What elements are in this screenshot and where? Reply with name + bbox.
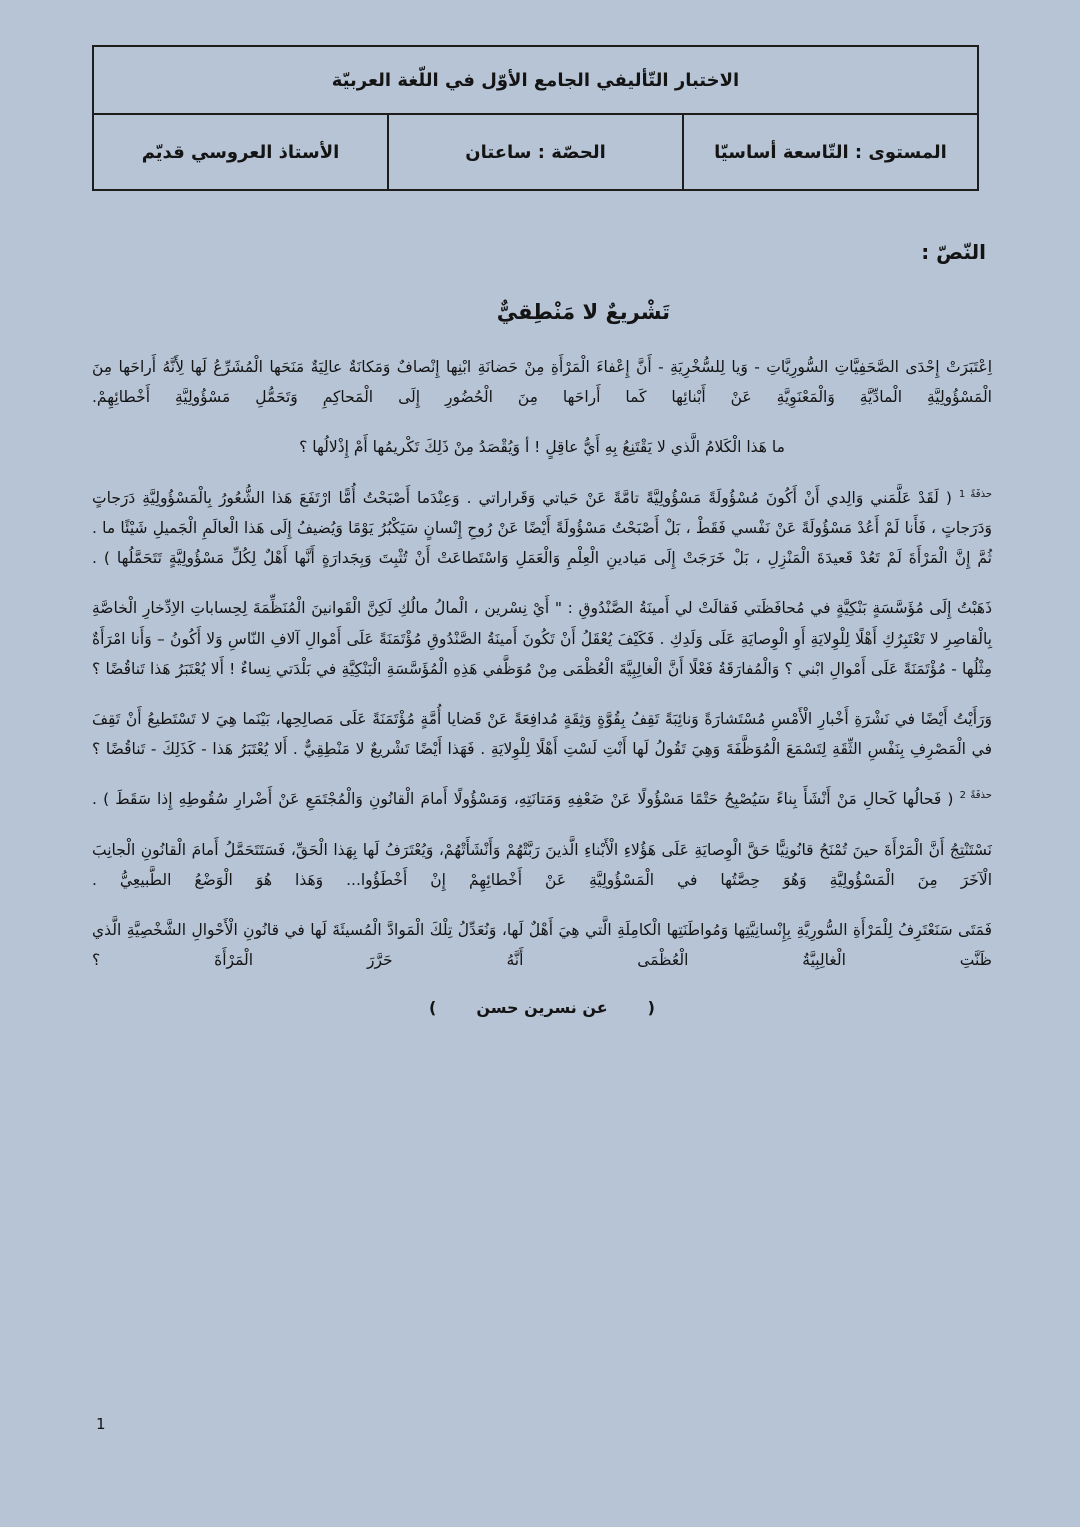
exam-duration: الحصّة : ساعتان: [388, 114, 683, 190]
paragraph-3: [92, 483, 992, 574]
paragraph-8: فَمَتَى سَنَعْتَرِفُ لِلْمَرْأَةِ السُّورِيَّةِ بِإِنْسانِيَّتِها وَمُواطَنَتِها الْكامِلَةِ الَّتي هِيَ أَهْلٌ لَها، وَنُعَدِّلُ تِلْكَ الْمَوادَّ الْمُسيئَةَ لَها في قانُونِ الْأَحْوالِ الشَّخْصِيَّةِ الَّذي ظَنَّتِ الْغالِبِيَّةُ الْعُظْمَى أَنَّهُ حَرَّرَ الْمَرْأَةَ ؟: [92, 921, 992, 970]
paragraph-3-text: ( لَقَدْ عَلَّمَني وَالِدي أَنْ أَكُونَ مُسْؤُولَةً مَسْؤُولِيَّةً تامَّةً عَنْ حَياتي وَقَراراتي . وَعِنْدَما أَصْبَحْتُ أُمًّا ارْتَفَعَ هَذا الشُّعُورُ بِالْمَسْؤُولِيَّةِ دَرَجاتٍ وَدَرَجاتٍ ، فَأَنا لَمْ أَعُدْ مَسْؤُولَةً عَنْ نَفْسي فَقَطْ ، بَلْ أَصْبَحْتُ مَسْؤُولَةً أَيْضًا عَنْ رُوحِ إِنْسانٍ سَيَكْبُرُ يَوْمًا وَيُضيفُ إِلَى هَذا الْعالَمِ الْجَميلِ شَيْئًا ما . ثُمَّ إِنَّ الْمَرْأَةَ لَمْ تَعُدْ قَعيدَةَ الْمَنْزِلِ ، بَلْ خَرَجَتْ إِلَى مَيادينِ الْعِلْمِ وَالْعَمَلِ وَاسْتَطاعَتْ أَنْ تُثْبِتَ وَبِجَدارَةٍ أَنَّها أَهْلٌ لِكُلِّ مَسْؤُولِيَّةٍ تَتَحَمَّلُها ) .: [92, 488, 992, 568]
passage-title: تَشْريعٌ لا مَنْطِقيٌّ: [496, 300, 670, 324]
exam-header-table: [92, 45, 979, 191]
header-title-row: [93, 46, 978, 114]
source-credit: (عن نسرين حسن): [429, 997, 655, 1017]
paragraph-5: وَرَأَيْتُ أَيْضًا في نَشْرَةِ أَخْبارِ الْأَمْسِ مُسْتَشارَةً وَنائِبَةً تَقِفُ بِقُوَّةٍ وَثِقَةٍ مُدافِعَةً عَنْ قَضايا أُمَّةٍ مُؤْتَمَنَةً عَلَى مَصالِحِها، بَيْنَما هِيَ لا تَسْتَطيعُ أَنْ تَقِفَ في الْمَصْرِفِ بِنَفْسِ الثِّقَةِ لِتَسْمَعَ الْمُوَظَّفَةَ وَهِيَ تَقُولُ لَها أَنْتِ لَسْتِ أَهْلًا لِلْوِلايَةِ . فَهَذا أَيْضًا تَشْريعٌ لا مَنْطِقِيٌّ . أَلا يُعْتَبَرُ هَذا - كَذَلِكَ - تَناقُضًا ؟: [92, 709, 992, 759]
paragraph-4: ذَهَبْتُ إِلَى مُؤَسَّسَةٍ بَنْكِيَّةٍ في مُحافَظَتي فَقالَتْ لي أَمينَةُ الصَّنْدُوقِ : " أَيْ نِسْرين ، الْمالُ مالُكِ لَكِنَّ الْقَوانينَ الْمُنَظِّمَةَ لِحِساباتِ الاِدِّخارِ الْخاصَّةِ بِالْقاصِرِ لا تَعْتَبِرُكِ أَهْلًا لِلْوِلايَةِ أَوِ الْوِصايَةِ عَلَى وَلَدِكِ . فَكَيْفَ يُعْقَلُ أَنْ تَكُونَ أَمينَةُ الصَّنْدُوقِ مُؤْتَمَنَةً عَلَى أَمْوالِ آلافِ النّاسِ وَلا أَكُونُ – وَأَنا امْرَأَةٌ مِثْلُها - مُؤْتَمَنَةً عَلَى أَمْوالِ ابْني ؟ وَالْمُفارَقَةُ فَعْلًا أَنَّ الْغالِبِيَّةَ الْعُظْمَى مِنْ مُوَظَّفي هَذِهِ الْمُؤَسَّسَةِ الْبَنْكِيَّةِ في بَلْدَتي نِساءٌ ! أَلا يُعْتَبَرُ هَذا تَناقُضًا ؟: [92, 599, 992, 678]
paragraph-6-text: ( فَحالُها كَحالِ مَنْ أَنْشَأَ بِناءً سَيُصْبِحُ حَتْمًا مَسْؤُولًا عَنْ ضَعْفِهِ وَمَتانَتِهِ، وَمَسْؤُولًا أَمامَ الْقانُونِ وَالْمُجْتَمَعِ عَنْ أَضْرارِ سُقُوطِهِ إِذا سَقَطَ ) .: [92, 790, 954, 809]
footnote-marker-2: حذفَةً 2: [959, 790, 992, 802]
text-label: النّصّ :: [921, 240, 986, 264]
exam-level: المستوى : التّاسعة أساسيّا: [683, 114, 978, 190]
passage-body: [92, 352, 992, 1017]
exam-title: الاختبار التّأليفي الجامع الأوّل في اللّغة العربيّة: [93, 46, 978, 114]
paragraph-2-question: ما هَذا الْكَلامُ الَّذي لا يَقْتَنِعُ بِهِ أَيُّ عاقِلٍ ! أ وَيُقْصَدُ مِنْ ذَلِكَ تَكْريمُها أَمْ إِذْلالُها ؟: [299, 438, 785, 457]
paragraph-7: نَسْتَنْتِجُ أَنَّ الْمَرْأَةَ حينَ تُمْنَحُ قانُونِيًّا حَقَّ الْوِصايَةِ عَلَى هَؤُلاءِ الْأَبْناءِ الَّذينَ رَبَّتْهُمْ وَأَنْشَأَتْهُمْ، وَيُعْتَرَفُ لَها بِهَذا الْحَقِّ، فَسَتَتَحَمَّلُ أَمامَ الْقانُونِ الْجانِبَ الْآخَرَ مِنَ الْمَسْؤُولِيَّةِ وَهُوَ حِصَّتُها في الْمَسْؤُولِيَّةِ عَنْ أَخْطائِهِمْ إِنْ أَخْطَؤُوا... وَهَذا هُوَ الْوَضْعُ الطَّبيعِيُّ .: [92, 840, 992, 889]
credit-text: عن نسرين حسن: [476, 997, 608, 1017]
footnote-marker-1: حذفَةً 1: [958, 488, 992, 500]
paragraph-1: اِعْتَبَرَتْ إِحْدَى الصَّحَفِيَّاتِ السُّورِيَّاتِ - وَيا لِلسُّخْرِيَةِ - أَنَّ إِعْفاءَ الْمَرْأَةِ مِنْ حَضانَةِ ابْنِها إِنْصافٌ وَمَكانَةٌ عالِيَةٌ مَنَحَها الْمُشَرِّعُ لَها لِأَنَّهُ أَراحَها مِنَ الْمَسْؤُولِيَّةِ الْمادِّيَّةِ وَالْمَعْنَوِيَّةِ عَنْ أَبْنائِها كَما أَراحَها مِنَ الْحُضُورِ إِلَى الْمَحاكِمِ وَتَحَمُّلِ مَسْؤُولِيَّةِ أَخْطائِهِمْ.: [92, 358, 992, 407]
exam-teacher: الأستاذ العروسي قديّم: [93, 114, 388, 190]
header-info-row: [93, 114, 978, 190]
document-sheet: [70, 0, 1010, 1527]
paragraph-6: [92, 784, 992, 814]
page-number: 1: [96, 1415, 106, 1433]
